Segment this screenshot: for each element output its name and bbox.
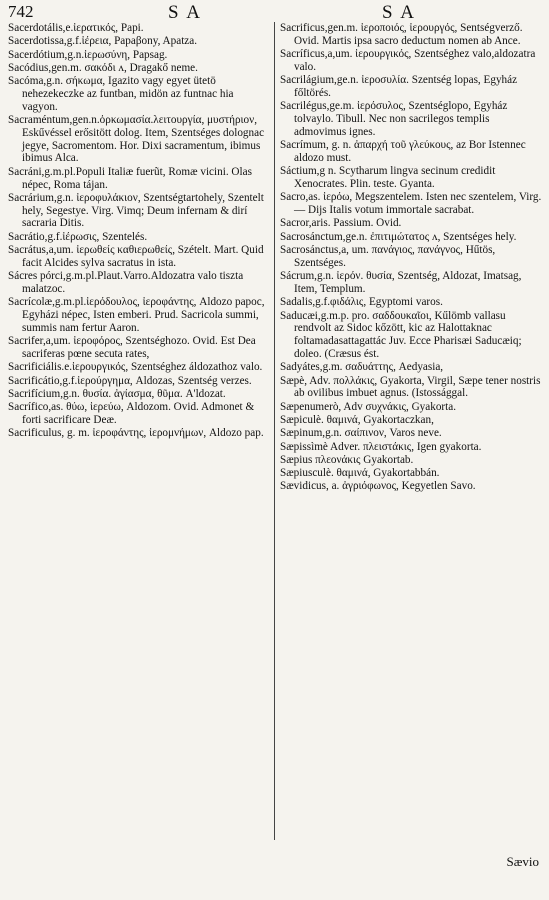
dictionary-entry: Sæpiusculè. θαμινά, Gyakortabbán. <box>280 467 440 480</box>
dictionary-entry: Sacráni,g.m.pl.Populi Italiæ fuerũt, Romæ vicini. Olas népec, Roma tájan. <box>8 165 252 191</box>
dictionary-entry: Sacrímum, g. n. ἀπαρχή τοῦ γλεύκους, az Bor Istennec aldozo must. <box>280 139 526 164</box>
dictionary-entry: Sacrátus,a,um. ἱερωθείς καθιερωθείς, Szételt. Mart. Quid facit Alcides sylva sacratus in ista. <box>8 244 264 269</box>
dictionary-entry: Sacror,aris. Passium. Ovid. <box>280 217 402 230</box>
page-number: 742 <box>8 2 34 21</box>
dictionary-entry: Sacrosánctus,a, um. πανάγιος, πανάγνος, Hűtös, Szentséges. <box>280 244 496 269</box>
dictionary-entry: Sacrificiális.e.ἱερουργικός, Szentséghez áldozathoz valo. <box>8 361 263 374</box>
dictionary-entry: Sacrilégus,ge.m. ἱερόσυλος, Szentséglopo, Egyház tolvaylo. Tibull. Nec non sacrilegos templis admovimus ignes. <box>280 100 508 138</box>
left-column <box>8 22 270 441</box>
dictionary-entry: Sæpinum,g.n. σαίπινον, Varos neve. <box>280 427 442 440</box>
dictionary-entry: Sacrícolæ,g.m.pl.ἱερόδουλος, ἱεροφάντης, Aldozo papoc, Egyházi népec, Isten emberi. Prud. Sacricola summi, summis nam fertur Aaron. <box>8 296 265 334</box>
dictionary-entry: Sacrosánctum,ge.n. ἐπιτιμώτατος ᴧ, Szentséges hely. <box>280 230 517 243</box>
running-head-left: S A <box>168 2 202 23</box>
dictionary-entry: Sacro,as. ἱερόω, Megszentelem. Isten nec szentelem, Virg. — Dijs Italis votum immortale sacrabat. <box>280 191 542 217</box>
dictionary-entry: Sæpenumerò, Adv συχνάκις, Gyakorta. <box>280 400 457 413</box>
dictionary-entry: Sácres pórci,g.m.pl.Plaut.Varro.Aldozatra valo tiszta malatzoc. <box>8 270 244 295</box>
dictionary-entry: Sacerdotális,e.ἱερατικός, Papi. <box>8 22 144 34</box>
dictionary-entry: Sæpiculè. θαμινά, Gyakortaczkan, <box>280 413 434 426</box>
dictionary-entry: Sæpè, Adv. πολλάκις, Gyakorta, Virgil, Sæpe tener nostris ab ovilibus imbuet agnus. (Istossággal. <box>280 374 541 400</box>
dictionary-entry: Sáctium,g n. Scytharum lingva secinum credidit Xenocrates. Plin. teste. Gyanta. <box>280 165 496 191</box>
dictionary-entry: Sadalis,g.f.φιδάλις, Egyptomi varos. <box>280 296 443 309</box>
dictionary-entry: Sacrifícium,g.n. θυσία. ἁγίασμα, θῦμα. A'ldozat. <box>8 387 226 400</box>
dictionary-entry: Sæpissìmè Adver. πλειστάκις, Igen gyakorta. <box>280 440 482 453</box>
dictionary-entry: Sacrifer,a,um. ἱεροφόρος, Szentséghozo. Ovid. Est Dea sacriferas pœne secuta rates, <box>8 335 256 360</box>
dictionary-entry: Sacrificus,gen.m. ἱεροποιός, ἱερουργός, Sentségverző. Ovid. Martis ipsa sacro deductum nomen ab Ance. <box>280 22 523 47</box>
dictionary-entry: Sacrificulus, g. m. ἱεροφάντης, ἱερομνήμων, Aldozo pap. <box>8 427 264 440</box>
dictionary-entry: Sacrífico,as. θύω, ἱερεύω, Aldozom. Ovid. Admonet & forti sacrificare Deæ. <box>8 401 255 426</box>
dictionary-entry: Sacrátio,g.f.ἱέρωσις, Szentelés. <box>8 230 148 243</box>
column-divider <box>274 22 275 840</box>
dictionary-entry: Sácrum,g.n. ἱερόν. θυσία, Szentség, Aldozat, Imatsag, Item, Templum. <box>280 270 522 295</box>
dictionary-entry: Sacerdotissa,g.f.ἱέρεια, Papaβony, Apatza. <box>8 35 198 48</box>
right-column <box>280 22 544 494</box>
dictionary-entry: Sacrificátio,g.f.ἱερούργημα, Aldozas, Szentség verzes. <box>8 374 252 387</box>
dictionary-entry: Sæpius πλεονάκις Gyakortab. <box>280 453 414 466</box>
dictionary-entry: Saducæi,g.m.p. pro. σαδδουκαῖοι, Kűlömb vallasu rendvolt az Sidoc kőzött, kic az Halottaknac foltamadasattagattác Juv. Ecce Pharisæi Saducæiq; doleo. (Cræsus ést. <box>280 309 522 360</box>
running-head-right: S A <box>382 2 416 23</box>
dictionary-entry: Sadyátes,g.m. σαδυάττης, Aedyasia, <box>280 361 444 374</box>
catchword: Sævio <box>506 854 539 869</box>
dictionary-entry: Sacódius,gen.m. σακόδι ᴧ, Dragakő neme. <box>8 61 198 74</box>
dictionary-entry: Sacrárium,g.n. ἱεροφυλάκιον, Szentségtartohely, Szentelt hely, Segestye. Virg. Vimq; Deum infernam & dirí sacraria Ditis. <box>8 191 264 230</box>
dictionary-entry: Sævidicus, a. ἀγριόφωνος, Kegyetlen Savo. <box>280 480 476 493</box>
dictionary-entry: Sacerdótium,g.n.ἱερωσύνη, Papsag. <box>8 48 168 61</box>
dictionary-entry: Sacríficus,a,um. ἱερουργικός, Szentséghez valo,aldozatra valo. <box>280 48 536 73</box>
page-header <box>8 2 541 23</box>
dictionary-entry: Sacrilágium,ge.n. ἱεροσυλία. Szentség lopas, Egyház főltörés. <box>280 74 518 99</box>
dictionary-entry: Sacraméntum,gen.n.ὀρκωμασία.λειτουργία, μυστήριον, Eskűvéssel erősitött dolog. Item, Szentséges dolognac jegye, Sacromentom. Hor. Dixi sacramentum, ibimus ibimus Alca. <box>8 114 265 165</box>
dictionary-entry: Sacóma,g.n. σήκωμα, Igazito vagy egyet ütetö nehezekeczke az funtban, midön az funtnac hia vagyon. <box>8 75 234 113</box>
